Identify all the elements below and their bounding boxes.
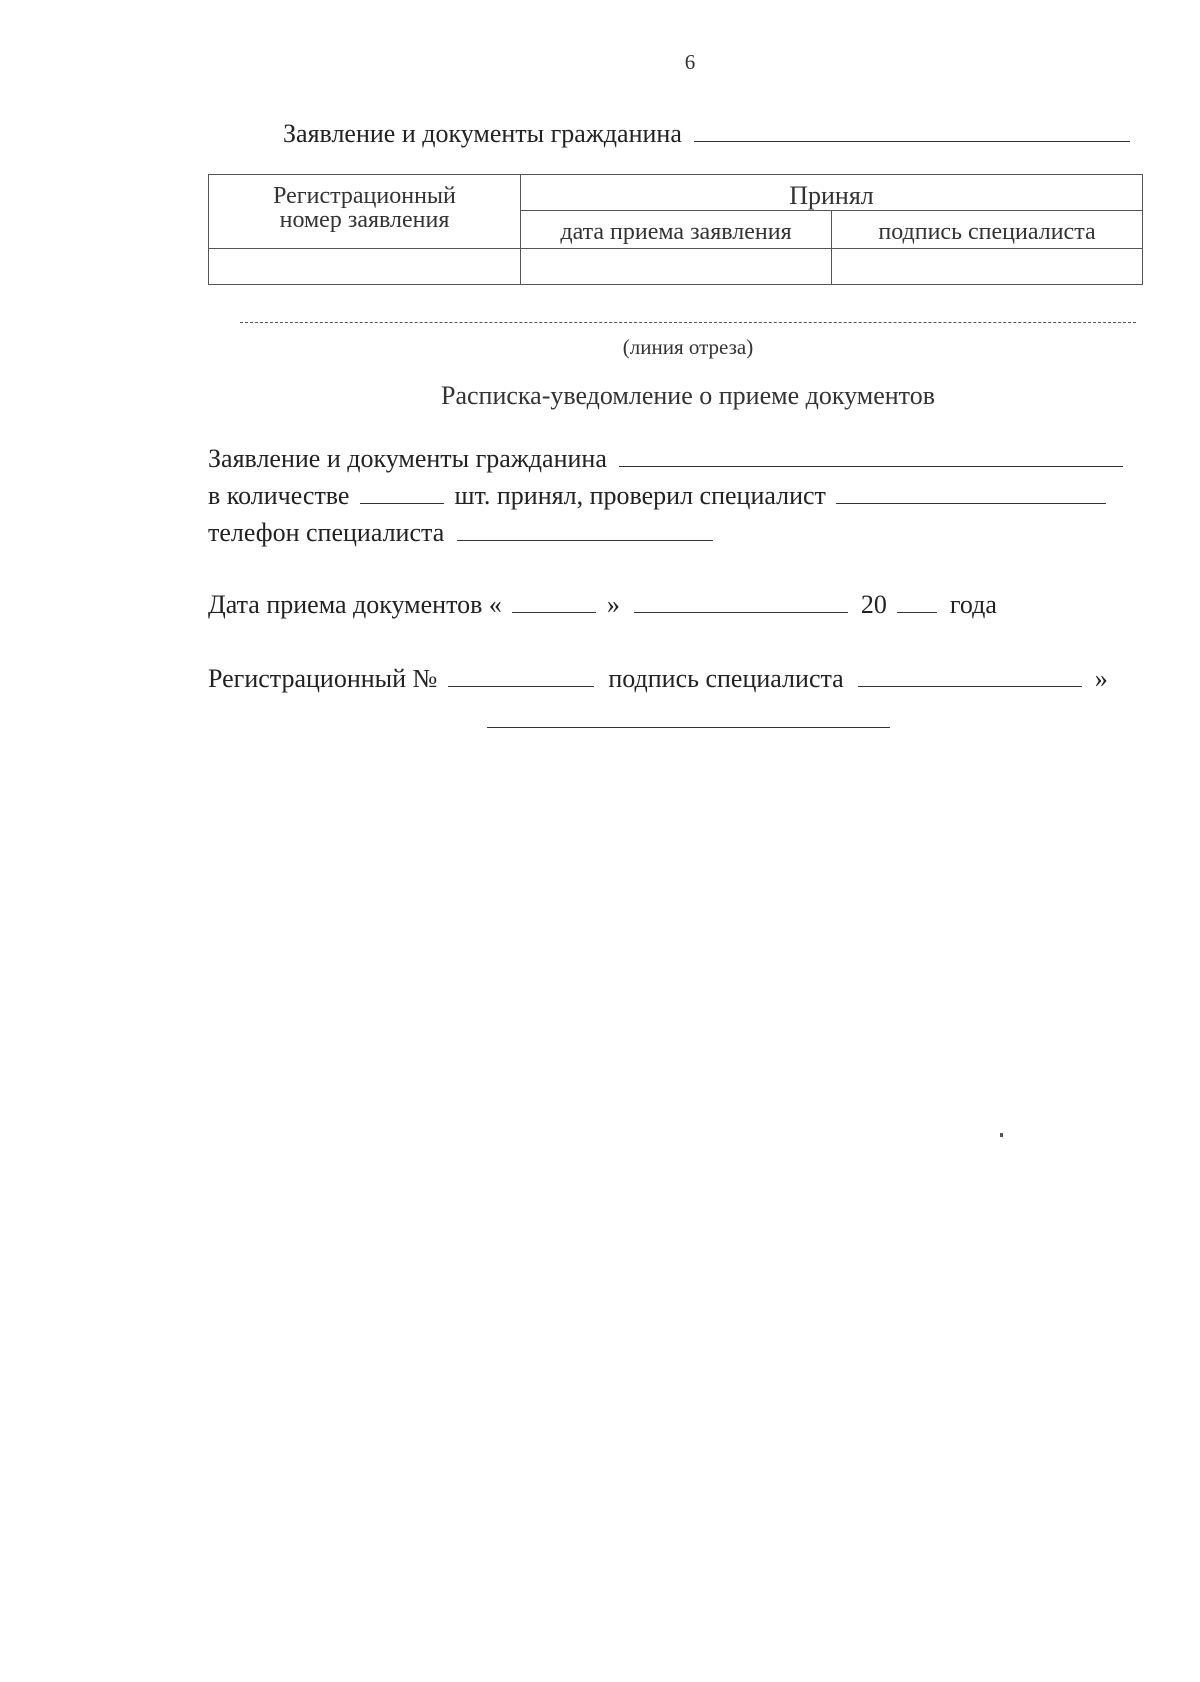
date-cell[interactable] <box>521 249 832 285</box>
receipt-line-1 <box>208 442 1123 474</box>
signature-header: подпись специалиста <box>832 211 1143 249</box>
phone-blank[interactable] <box>457 516 713 541</box>
bottom-signature-rule <box>487 727 890 728</box>
day-blank[interactable] <box>512 588 596 613</box>
receipt-line-2 <box>208 479 1106 511</box>
closing-quote: » <box>1094 664 1108 693</box>
top-statement <box>283 117 1130 149</box>
receipt-citizen-blank[interactable] <box>619 442 1123 467</box>
regno-blank[interactable] <box>448 662 594 687</box>
reg-number-header-cell <box>209 175 521 249</box>
signature-cell[interactable] <box>832 249 1143 285</box>
year-blank[interactable] <box>897 588 937 613</box>
year-prefix: 20 <box>860 590 887 619</box>
accepted-by-label: шт. принял, проверил специалист <box>454 481 826 510</box>
phone-label: телефон специалиста <box>208 518 445 547</box>
receipt-title: Расписка-уведомление о приеме документов <box>441 381 935 410</box>
cut-line-caption: (линия отреза) <box>622 335 754 359</box>
quantity-label: в количестве <box>208 481 350 510</box>
page-number: 6 <box>684 50 696 74</box>
receipt-line-3 <box>208 516 713 548</box>
date-header: дата приема заявления <box>521 211 832 249</box>
citizen-name-blank[interactable] <box>694 117 1130 142</box>
receipt-signature-label: подпись специалиста <box>608 664 844 693</box>
date-label: Дата приема документов « <box>208 590 502 619</box>
reg-number-cell[interactable] <box>209 249 521 285</box>
year-suffix: года <box>949 590 997 619</box>
cut-line <box>240 322 1136 323</box>
receipt-signature-blank[interactable] <box>858 662 1082 687</box>
receipt-regno-line <box>208 662 1108 694</box>
scan-speck <box>1000 1133 1003 1137</box>
receipt-date-line <box>208 588 997 620</box>
specialist-blank[interactable] <box>836 479 1106 504</box>
top-statement-label: Заявление и документы гражданина <box>283 119 682 148</box>
reg-number-header: Регистрационный номер заявления <box>273 183 456 233</box>
regno-label: Регистрационный № <box>208 664 438 693</box>
registration-table <box>208 174 1143 285</box>
quantity-blank[interactable] <box>360 479 444 504</box>
receipt-citizen-label: Заявление и документы гражданина <box>208 444 607 473</box>
accepted-header: Принял <box>521 175 1143 211</box>
date-close-quote: » <box>606 590 620 619</box>
month-blank[interactable] <box>634 588 848 613</box>
